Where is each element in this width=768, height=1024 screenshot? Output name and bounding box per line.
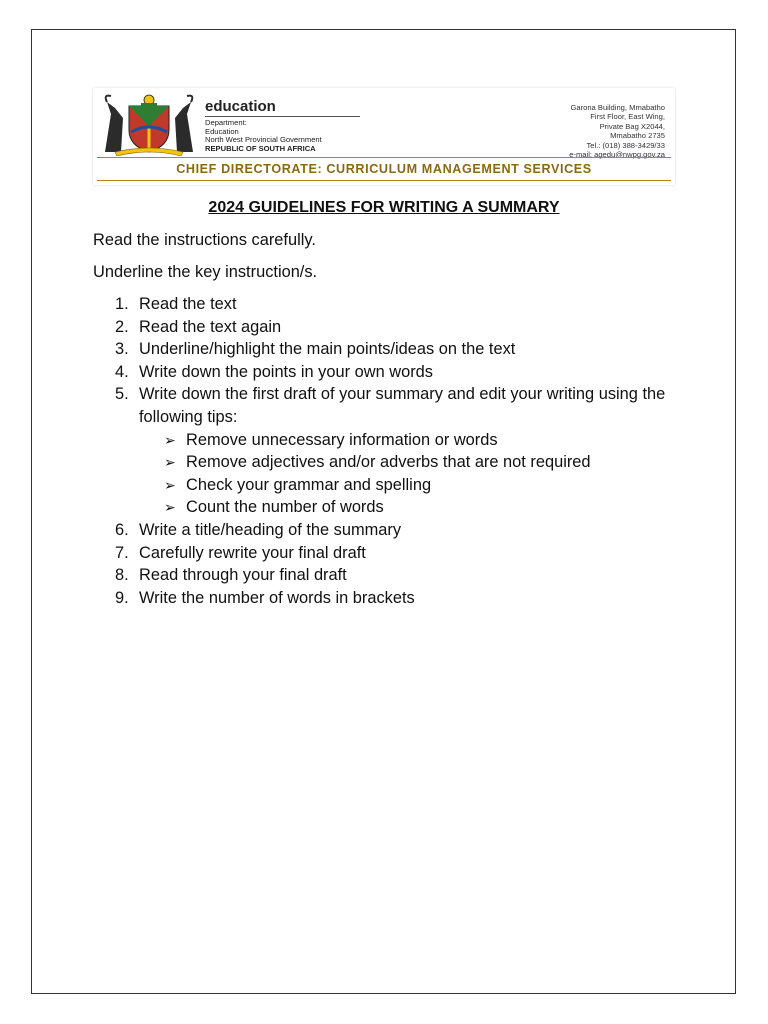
step-number: 5. <box>115 385 129 404</box>
step-text: Read the text <box>139 295 237 313</box>
step-text: Write down the first draft of your summary and edit your writing using the following tips: <box>139 385 666 426</box>
arrow-bullet-icon: ➢ <box>164 476 176 493</box>
step-item <box>93 519 693 542</box>
tip-item <box>139 474 693 497</box>
step-item <box>93 316 693 339</box>
step-item <box>93 293 693 316</box>
step-number: 9. <box>115 588 129 607</box>
tip-text: Check your grammar and spelling <box>186 475 432 494</box>
step-text: Write the number of words in brackets <box>139 588 415 607</box>
arrow-bullet-icon: ➢ <box>164 431 176 448</box>
arrow-bullet-icon: ➢ <box>164 454 176 471</box>
step-item <box>93 564 693 587</box>
directorate-banner: CHIEF DIRECTORATE: CURRICULUM MANAGEMENT SERVICES <box>176 162 592 176</box>
step-number: 4. <box>115 362 129 381</box>
address-block <box>569 103 665 159</box>
step-number: 2. <box>115 317 129 336</box>
tip-item <box>139 496 693 519</box>
step-number: 3. <box>115 340 129 359</box>
dept-name-rule <box>205 116 360 117</box>
step-item <box>93 587 693 610</box>
dept-name: education <box>205 98 276 115</box>
step-item <box>93 383 693 519</box>
tip-text: Remove unnecessary information or words <box>186 430 498 449</box>
address-line: Tel.: (018) 388-3429/33 <box>586 140 665 150</box>
tips-list <box>139 429 693 519</box>
intro-line: Read the instructions carefully. <box>93 231 316 249</box>
step-number: 6. <box>115 520 129 539</box>
step-number: 7. <box>115 543 129 562</box>
step-text: Write a title/heading of the summary <box>139 520 402 539</box>
dept-line: Department: <box>205 118 247 127</box>
step-number: 1. <box>115 295 129 313</box>
steps-list <box>93 293 693 609</box>
address-line: Private Bag X2044, <box>599 121 665 131</box>
tip-item <box>139 451 693 474</box>
tip-item <box>139 429 693 452</box>
tip-text: Count the number of words <box>186 498 384 517</box>
step-number: 8. <box>115 566 129 585</box>
banner-rule <box>97 180 671 181</box>
step-text: Read the text again <box>139 317 282 336</box>
address-line: Garona Building, Mmabatho <box>570 103 665 112</box>
step-item <box>93 542 693 565</box>
document-title: 2024 GUIDELINES FOR WRITING A SUMMARY <box>208 199 560 216</box>
step-text: Underline/highlight the main points/ideas on the text <box>139 340 516 359</box>
address-line: First Floor, East Wing, <box>590 112 665 122</box>
dept-line: North West Provincial Government <box>205 135 322 145</box>
letterhead <box>93 88 675 185</box>
step-text: Read through your final draft <box>139 566 347 585</box>
step-text: Write down the points in your own words <box>139 362 433 381</box>
address-line: Mmabatho 2735 <box>610 131 665 141</box>
intro-line: Underline the key instruction/s. <box>93 263 318 281</box>
dept-line: Education <box>205 126 239 136</box>
step-text: Carefully rewrite your final draft <box>139 543 366 562</box>
tip-text: Remove adjectives and/or adverbs that are not required <box>186 453 591 472</box>
banner-rule <box>97 157 671 158</box>
coat-of-arms-logo <box>101 92 197 156</box>
address-line: e-mail: agedu@nwpg.gov.za <box>569 150 665 160</box>
dept-lines <box>205 119 322 153</box>
step-item <box>93 361 693 384</box>
dept-line: REPUBLIC OF SOUTH AFRICA <box>205 143 316 153</box>
step-item <box>93 338 693 361</box>
arrow-bullet-icon: ➢ <box>164 499 176 516</box>
